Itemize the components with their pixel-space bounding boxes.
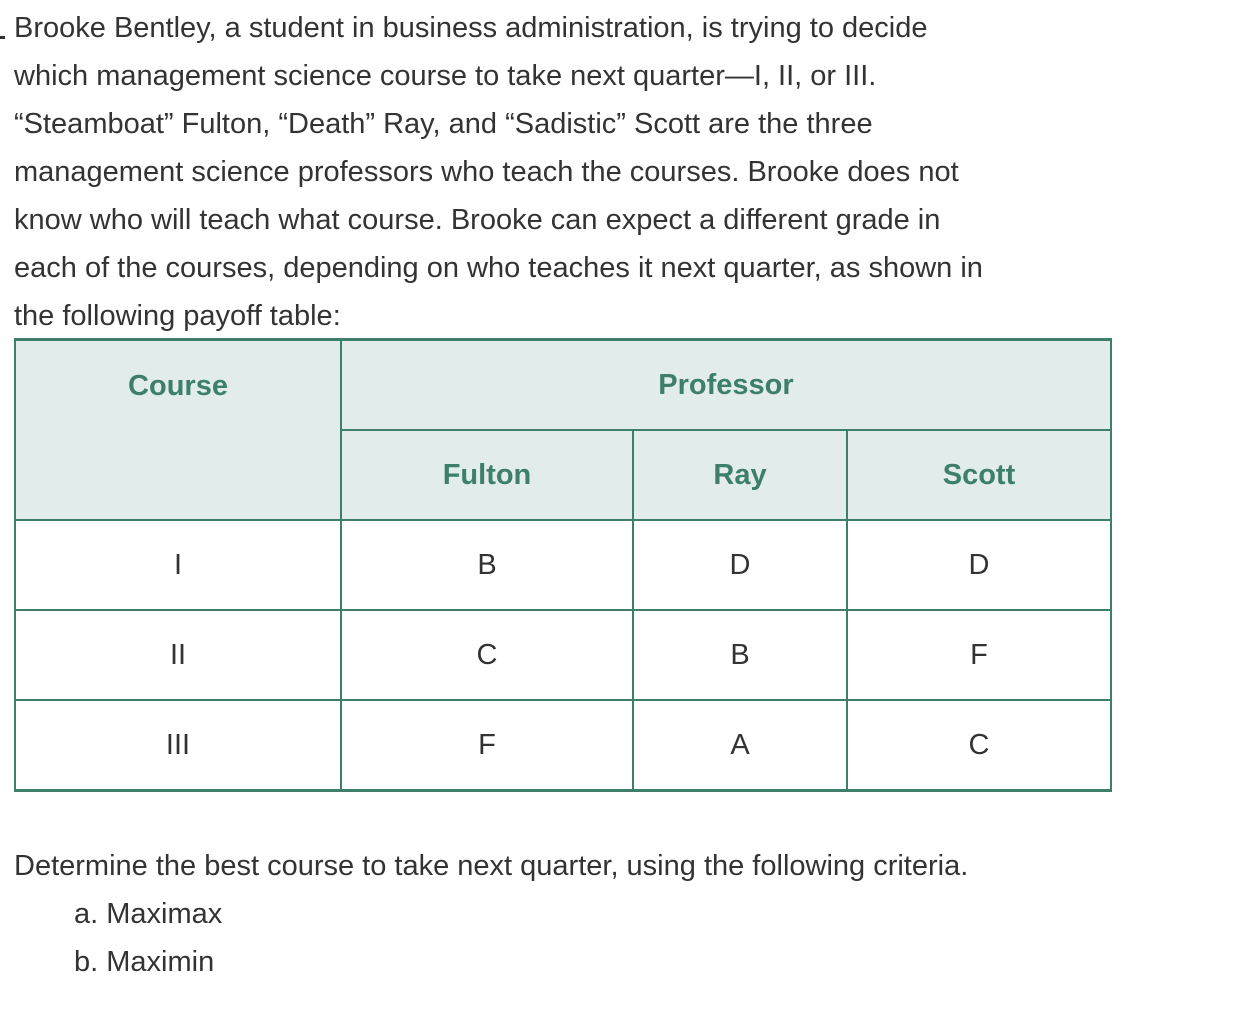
professor-scott-header: Scott bbox=[847, 430, 1111, 520]
leading-dot-fragment bbox=[0, 36, 5, 39]
payoff-table bbox=[14, 338, 1112, 792]
criteria-item-maximax: a. Maximax bbox=[74, 898, 223, 930]
intro-line: each of the courses, depending on who teaches it next quarter, as shown in bbox=[14, 252, 983, 284]
table-row bbox=[15, 610, 1111, 700]
course-header: Course bbox=[15, 340, 341, 521]
course-cell: III bbox=[15, 700, 341, 791]
intro-line: know who will teach what course. Brooke can expect a different grade in bbox=[14, 204, 941, 236]
grade-cell: B bbox=[341, 520, 633, 610]
question-text: Determine the best course to take next quarter, using the following criteria. bbox=[14, 850, 969, 882]
intro-line: which management science course to take next quarter—I, II, or III. bbox=[14, 60, 877, 92]
intro-line: management science professors who teach the courses. Brooke does not bbox=[14, 156, 959, 188]
professor-fulton-header: Fulton bbox=[341, 430, 633, 520]
grade-cell: B bbox=[633, 610, 847, 700]
professor-ray-header: Ray bbox=[633, 430, 847, 520]
table-row bbox=[15, 520, 1111, 610]
grade-cell: C bbox=[847, 700, 1111, 791]
table-header-row bbox=[15, 340, 1111, 431]
grade-cell: F bbox=[847, 610, 1111, 700]
course-cell: II bbox=[15, 610, 341, 700]
criteria-item-maximin: b. Maximin bbox=[74, 946, 215, 978]
problem-intro bbox=[14, 4, 1114, 340]
grade-cell: D bbox=[633, 520, 847, 610]
course-cell: I bbox=[15, 520, 341, 610]
grade-cell: F bbox=[341, 700, 633, 791]
criteria-list bbox=[74, 890, 222, 986]
grade-cell: C bbox=[341, 610, 633, 700]
table-row bbox=[15, 700, 1111, 791]
intro-line: Brooke Bentley, a student in business administration, is trying to decide bbox=[14, 12, 928, 44]
professor-header: Professor bbox=[341, 340, 1111, 431]
grade-cell: D bbox=[847, 520, 1111, 610]
intro-line: “Steamboat” Fulton, “Death” Ray, and “Sadistic” Scott are the three bbox=[14, 108, 873, 140]
intro-line: the following payoff table: bbox=[14, 300, 341, 332]
grade-cell: A bbox=[633, 700, 847, 791]
